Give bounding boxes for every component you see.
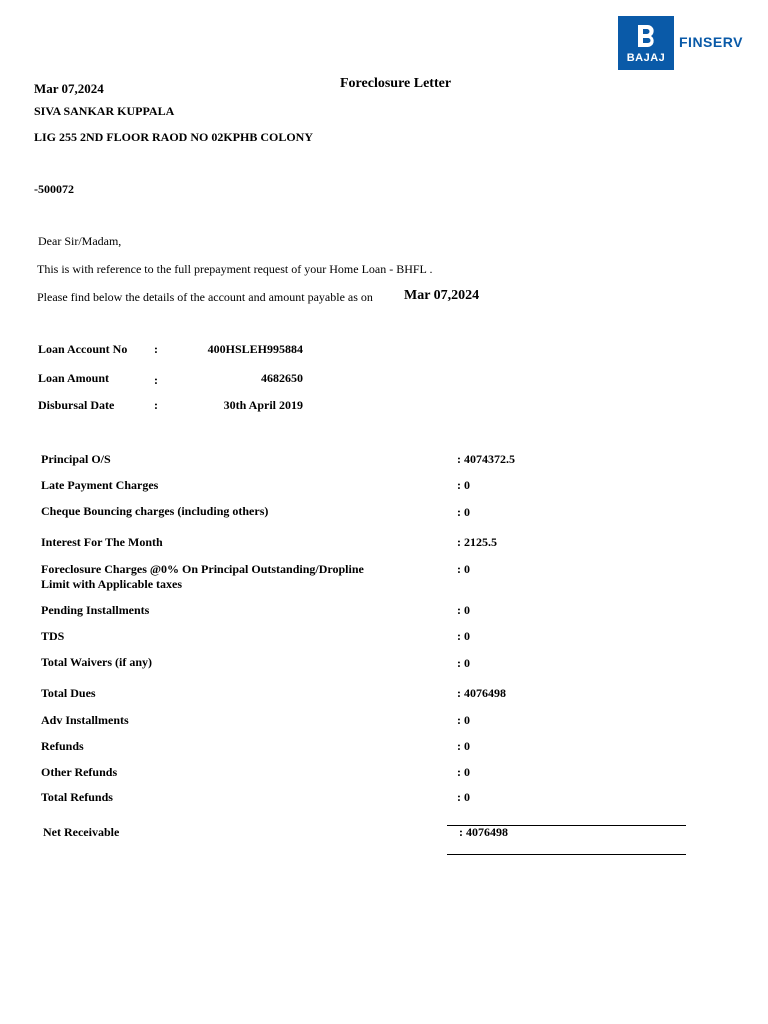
adv-installments-label: Adv Installments (41, 713, 129, 727)
pending-installments-label: Pending Installments (41, 603, 150, 617)
customer-pincode: -500072 (34, 182, 74, 196)
logo-mark-text: BAJAJ (626, 52, 666, 64)
refunds-label: Refunds (41, 739, 84, 753)
cheque-bounce-label: Cheque Bouncing charges (including others) (41, 504, 269, 518)
waivers-label: Total Waivers (if any) (41, 655, 153, 669)
cheque-bounce-value: : 0 (457, 505, 470, 519)
late-payment-label: Late Payment Charges (41, 478, 159, 492)
late-payment-value: : 0 (457, 478, 470, 492)
principal-value: : 4074372.5 (457, 452, 515, 466)
foreclosure-label-line2: Limit with Applicable taxes (41, 577, 183, 591)
tds-value: : 0 (457, 629, 470, 643)
disbursal-date-value: 30th April 2019 (223, 398, 303, 412)
logo-finserv-text: FINSERV (679, 34, 743, 50)
net-receivable-value: : 4076498 (459, 825, 508, 839)
total-dues-value: : 4076498 (457, 686, 506, 700)
loan-amount-label: Loan Amount (38, 371, 110, 385)
loan-account-value: 400HSLEH995884 (207, 342, 303, 356)
page-title: Foreclosure Letter (340, 76, 452, 91)
principal-label: Principal O/S (41, 452, 111, 466)
letter-date: Mar 07,2024 (34, 81, 104, 96)
disbursal-date-separator: : (154, 398, 158, 412)
net-receivable-label: Net Receivable (43, 825, 120, 839)
reference-paragraph: This is with reference to the full prepayment request of your Home Loan - BHFL . (37, 262, 433, 276)
interest-value: : 2125.5 (457, 535, 497, 549)
other-refunds-label: Other Refunds (41, 765, 118, 779)
loan-amount-separator: : (154, 373, 158, 387)
total-refunds-label: Total Refunds (41, 790, 113, 804)
foreclosure-value: : 0 (457, 562, 470, 576)
bajaj-logo (618, 16, 674, 70)
net-receivable-bottom-rule (447, 854, 686, 855)
total-dues-label: Total Dues (41, 686, 96, 700)
details-paragraph: Please find below the details of the account and amount payable as on (37, 290, 373, 304)
adv-installments-value: : 0 (457, 713, 470, 727)
loan-account-label: Loan Account No (38, 342, 128, 356)
total-refunds-value: : 0 (457, 790, 470, 804)
foreclosure-label-line1: Foreclosure Charges @0% On Principal Outstanding/Dropline (41, 562, 364, 576)
bajaj-b-icon (634, 23, 658, 49)
other-refunds-value: : 0 (457, 765, 470, 779)
tds-label: TDS (41, 629, 65, 643)
salutation: Dear Sir/Madam, (38, 234, 122, 248)
disbursal-date-label: Disbursal Date (38, 398, 115, 412)
waivers-value: : 0 (457, 656, 470, 670)
customer-name: SIVA SANKAR KUPPALA (34, 104, 175, 118)
refunds-value: : 0 (457, 739, 470, 753)
loan-account-separator: : (154, 342, 158, 356)
details-date: Mar 07,2024 (404, 288, 480, 303)
interest-label: Interest For The Month (41, 535, 163, 549)
customer-address: LIG 255 2ND FLOOR RAOD NO 02KPHB COLONY (34, 130, 314, 144)
pending-installments-value: : 0 (457, 603, 470, 617)
loan-amount-value: 4682650 (261, 371, 303, 385)
